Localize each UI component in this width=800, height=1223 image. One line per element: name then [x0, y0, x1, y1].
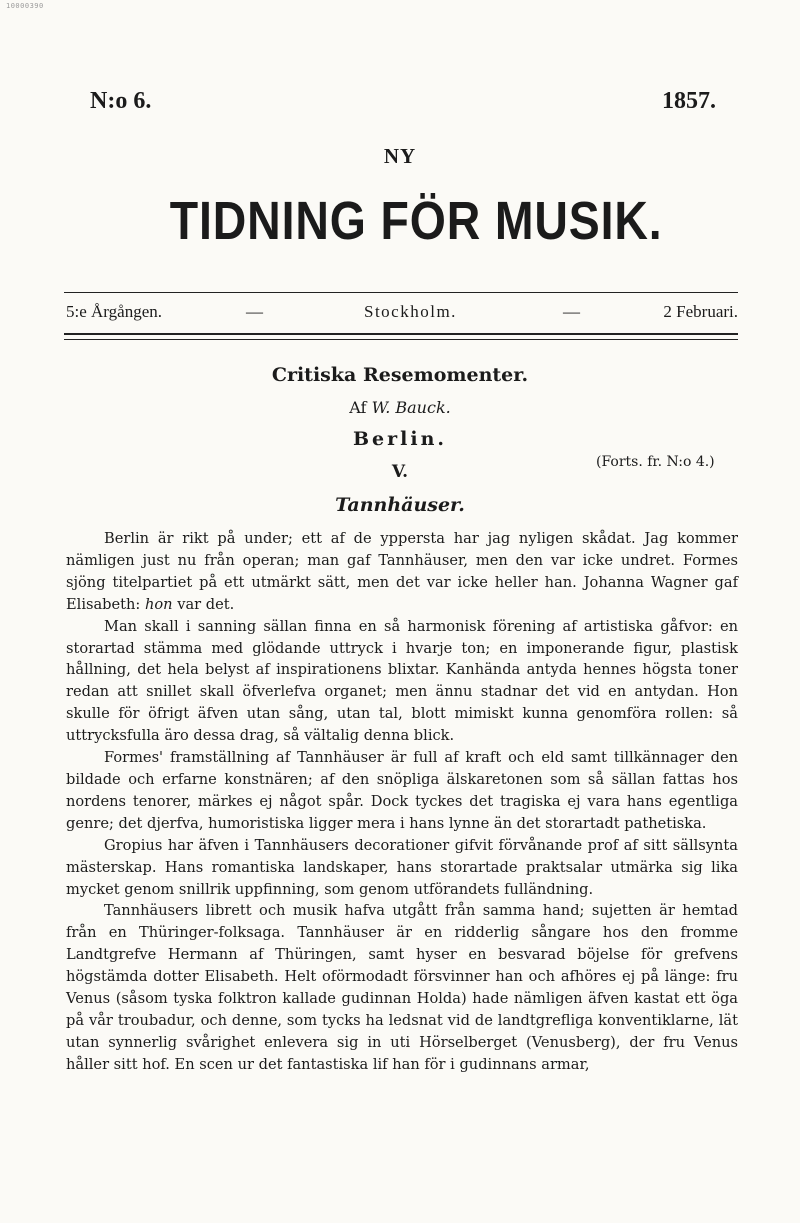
- article-body: [66, 528, 738, 1076]
- separator-dash: —: [246, 302, 263, 321]
- byline-prefix: Af: [349, 398, 367, 417]
- city-heading: Berlin.: [352, 428, 448, 450]
- divider-double-bottom: [64, 339, 738, 340]
- issue-info-bar: [66, 302, 738, 324]
- continued-note: (Forts. fr. N:o 4.): [596, 454, 715, 470]
- section-subject: Tannhäuser.: [335, 494, 465, 516]
- byline: [0, 398, 800, 417]
- article-title: Critiska Resemomenter.: [271, 364, 529, 386]
- masthead-rule: [64, 292, 738, 293]
- separator-dash: —: [563, 302, 580, 321]
- paragraph: Formes' framställning af Tannhäuser är full af kraft och eld samt tillkännager den bildade och erfarne konstnären; af den snöpliga älskaretonen som så sällan fattas hos nordens tenorer, märkes ej något spår. Dock tyckes det tragiska ej vara hans egentliga genre; det djerfva, humoristiska ligger mera i hans lynne än det storartadt pathetiska.: [66, 749, 738, 832]
- paragraph: Berlin är rikt på under; ett af de yppersta har jag nyligen skådat. Jag kommer nämligen just nu från operan; man gaf Tannhäuser, men den var icke undret. Formes sjöng titelpartiet på ett utmärkt sätt, men det var icke heller han. Johanna Wagner gaf Elisabeth: hon var det.: [66, 530, 738, 613]
- paragraph: Gropius har äfven i Tannhäusers decorationer gifvit förvånande prof af sitt sällsynta mästerskap. Hans romantiska landskaper, hans storartade praktsalar utmärka sig lika mycket genom snillrik uppfinning, som genom utförandets fulländning.: [66, 836, 738, 898]
- date-label: 2 Februari.: [663, 302, 738, 321]
- issue-year: 1857.: [662, 88, 716, 114]
- author-name: W. Bauck.: [371, 398, 451, 417]
- paragraph: Man skall i sanning sällan finna en så harmonisk förening af artistiska gåfvor: en storartad stämma med glödande uttryck i hvarje ton; en imponerande figur, plastisk hållning, det hela belyst af inspirationens blixtar. Kanhända antyda hennes högsta toner redan att snillet skall öfverlefva organet; men ännu stadnar det vid en antydan. Hon skulle för öfrigt äfven utan sång, utan tal, blott mimiskt kunna genomföra rollen: så uttrycksfulla äro dessa drag, så vältalig denna blick.: [66, 617, 738, 745]
- place-label: Stockholm.: [364, 302, 457, 321]
- masthead-prefix: NY: [383, 144, 417, 168]
- section-number: V.: [391, 462, 409, 482]
- archive-stamp: 10000390: [6, 2, 44, 10]
- masthead-title: TIDNING FÖR MUSIK.: [169, 191, 663, 251]
- divider-double-top: [64, 333, 738, 335]
- volume-label: 5:e Årgången.: [66, 302, 162, 321]
- emphasized-word: hon: [144, 595, 173, 613]
- issue-number: N:o 6.: [90, 88, 152, 114]
- paragraph: Tannhäusers librett och musik hafva utgått från samma hand; sujetten är hemtad från en Thüringer-folksaga. Tannhäuser är en ridderlig sångare hos den fromme Landtgrefve Hermann af Thüringen, samt hyser en besvarad böjelse för grefvens högstämda dotter Elisabeth. Helt oförmodadt försvinner han och afhöres ej på länge: fru Venus (såsom tyska folktron kallade gudinnan Holda) hade nämligen äfven kastat ett öga på vår troubadur, och denne, som tycks ha ledsnat vid de landtgrefliga konventiklarne, lät utan synnerlig svårighet enlevera sig in uti Hörselberget (Venusberg), der fru Venus håller sitt hof. En scen ur det fantastiska lif han för i gudinnans armar,: [66, 902, 738, 1073]
